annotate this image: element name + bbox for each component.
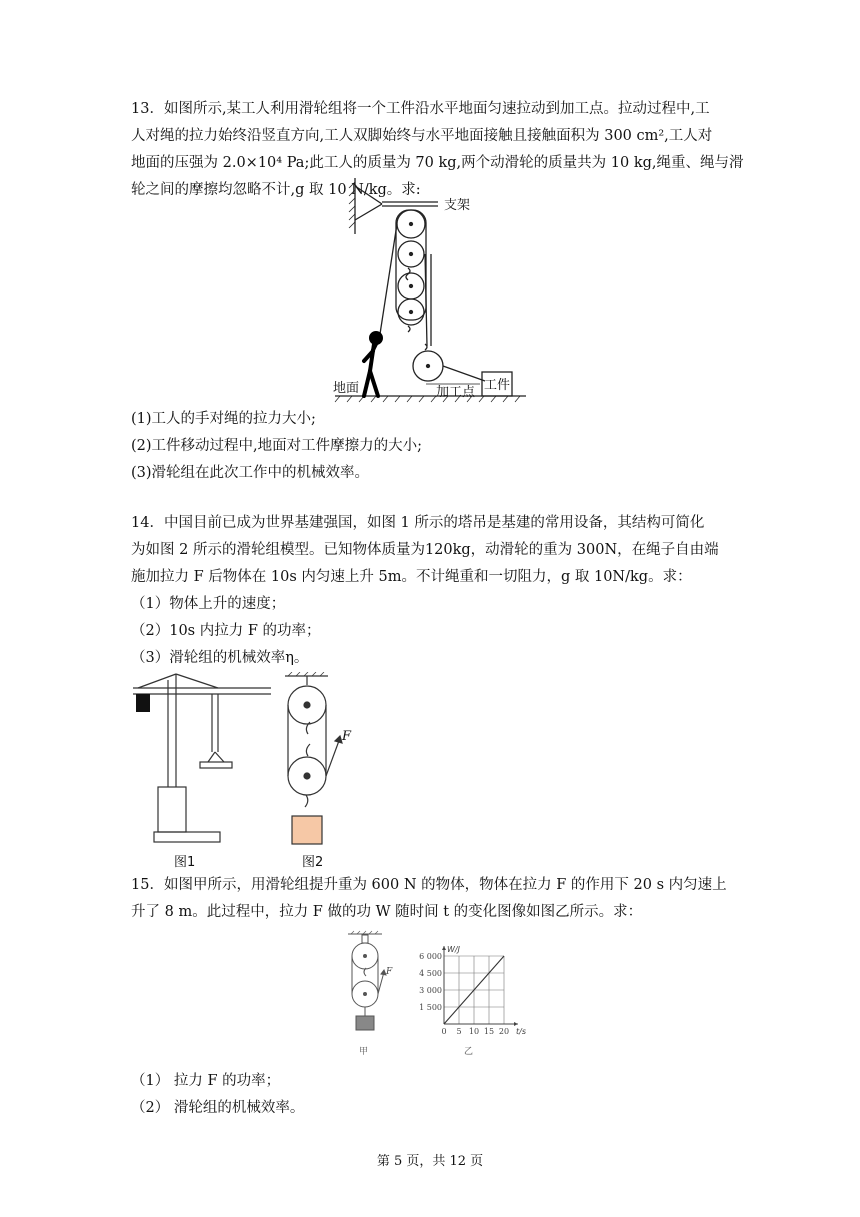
q13-line-2: 人对绳的拉力始终沿竖直方向,工人双脚始终与水平地面接触且接触面积为 300 cm²,工人对	[131, 128, 713, 144]
label-workpiece: 工件	[484, 378, 511, 393]
q14-question-2: （2）10s 内拉力 F 的功率；	[131, 623, 321, 639]
q14-line-1: 14．中国目前已成为世界基建强国，如图 1 所示的塔吊是基建的常用设备，其结构可简化	[131, 515, 705, 531]
y-axis-arrow	[442, 946, 446, 950]
x-tick-label: 15	[483, 1027, 495, 1036]
page-footer: 第 5 页，共 12 页	[376, 1154, 484, 1169]
q15-work-time-chart	[412, 940, 528, 1058]
label-force-f: F	[342, 729, 352, 744]
y-tick-label: 4 500	[419, 969, 442, 978]
x-tick-label: 20	[498, 1027, 510, 1036]
label-yi: 乙	[464, 1047, 474, 1057]
y-tick-label: 3 000	[419, 986, 442, 995]
q14-line-2: 为如图 2 所示的滑轮组模型。已知物体质量为120kg，动滑轮的重为 300N，在绳子自由端	[131, 542, 719, 558]
label-figure-1: 图1	[174, 855, 196, 870]
y-tick-label: 6 000	[419, 952, 442, 961]
label-figure-2: 图2	[302, 855, 324, 870]
q13-line-4: 轮之间的摩擦均忽略不计,g 取 10 N/kg。求:	[131, 182, 421, 198]
x-tick-labels	[441, 1027, 509, 1036]
label-processing-point: 加工点	[436, 385, 476, 400]
x-axis-arrow	[514, 1022, 518, 1026]
x-tick-label: 10	[468, 1027, 480, 1036]
y-tick-labels	[419, 952, 442, 1012]
label-jia: 甲	[359, 1047, 369, 1057]
q13-line-3: 地面的压强为 2.0×10⁴ Pa;此工人的质量为 70 kg,两个动滑轮的质量共为 10 kg,绳重、绳与滑	[131, 155, 744, 171]
x-tick-label: 0	[441, 1027, 447, 1036]
x-tick-label: 5	[456, 1027, 462, 1036]
label-ground: 地面	[333, 381, 360, 396]
q13-question-3: (3)滑轮组在此次工作中的机械效率。	[131, 465, 370, 481]
y-axis-label: W/J	[447, 945, 460, 954]
x-axis-label: t/s	[516, 1027, 526, 1036]
q14-line-3: 施加拉力 F 后物体在 10s 内匀速上升 5m。不计绳重和一切阻力，g 取 10N/kg。求：	[131, 569, 692, 585]
q15-pulley-figure-jia	[340, 930, 400, 1058]
q15-line-1: 15．如图甲所示，用滑轮组提升重为 600 N 的物体，物体在拉力 F 的作用下 20 s 内匀速上	[131, 877, 727, 893]
label-jia-force-f: F	[386, 967, 393, 977]
q15-question-2: （2） 滑轮组的机械效率。	[131, 1100, 305, 1116]
y-tick-label: 1 500	[419, 1003, 442, 1012]
q14-question-3: （3）滑轮组的机械效率η。	[131, 650, 309, 666]
q15-question-1: （1） 拉力 F 的功率；	[131, 1073, 281, 1089]
q13-question-2: (2)工件移动过程中,地面对工件摩擦力的大小;	[131, 438, 423, 454]
q13-line-1: 13．如图所示,某工人利用滑轮组将一个工件沿水平地面匀速拉动到加工点。拉动过程中,工	[131, 101, 710, 117]
q14-question-1: （1）物体上升的速度；	[131, 596, 286, 612]
q15-line-2: 升了 8 m。此过程中，拉力 F 做的功 W 随时间 t 的变化图像如图乙所示。求：	[131, 904, 643, 920]
label-support: 支架	[444, 198, 471, 213]
q13-question-1: (1)工人的手对绳的拉力大小;	[131, 411, 316, 427]
q13-pulley-figure	[330, 176, 530, 404]
q14-stem	[131, 510, 731, 591]
q15-stem	[131, 872, 731, 926]
q14-crane-pulley-figure	[128, 672, 368, 872]
